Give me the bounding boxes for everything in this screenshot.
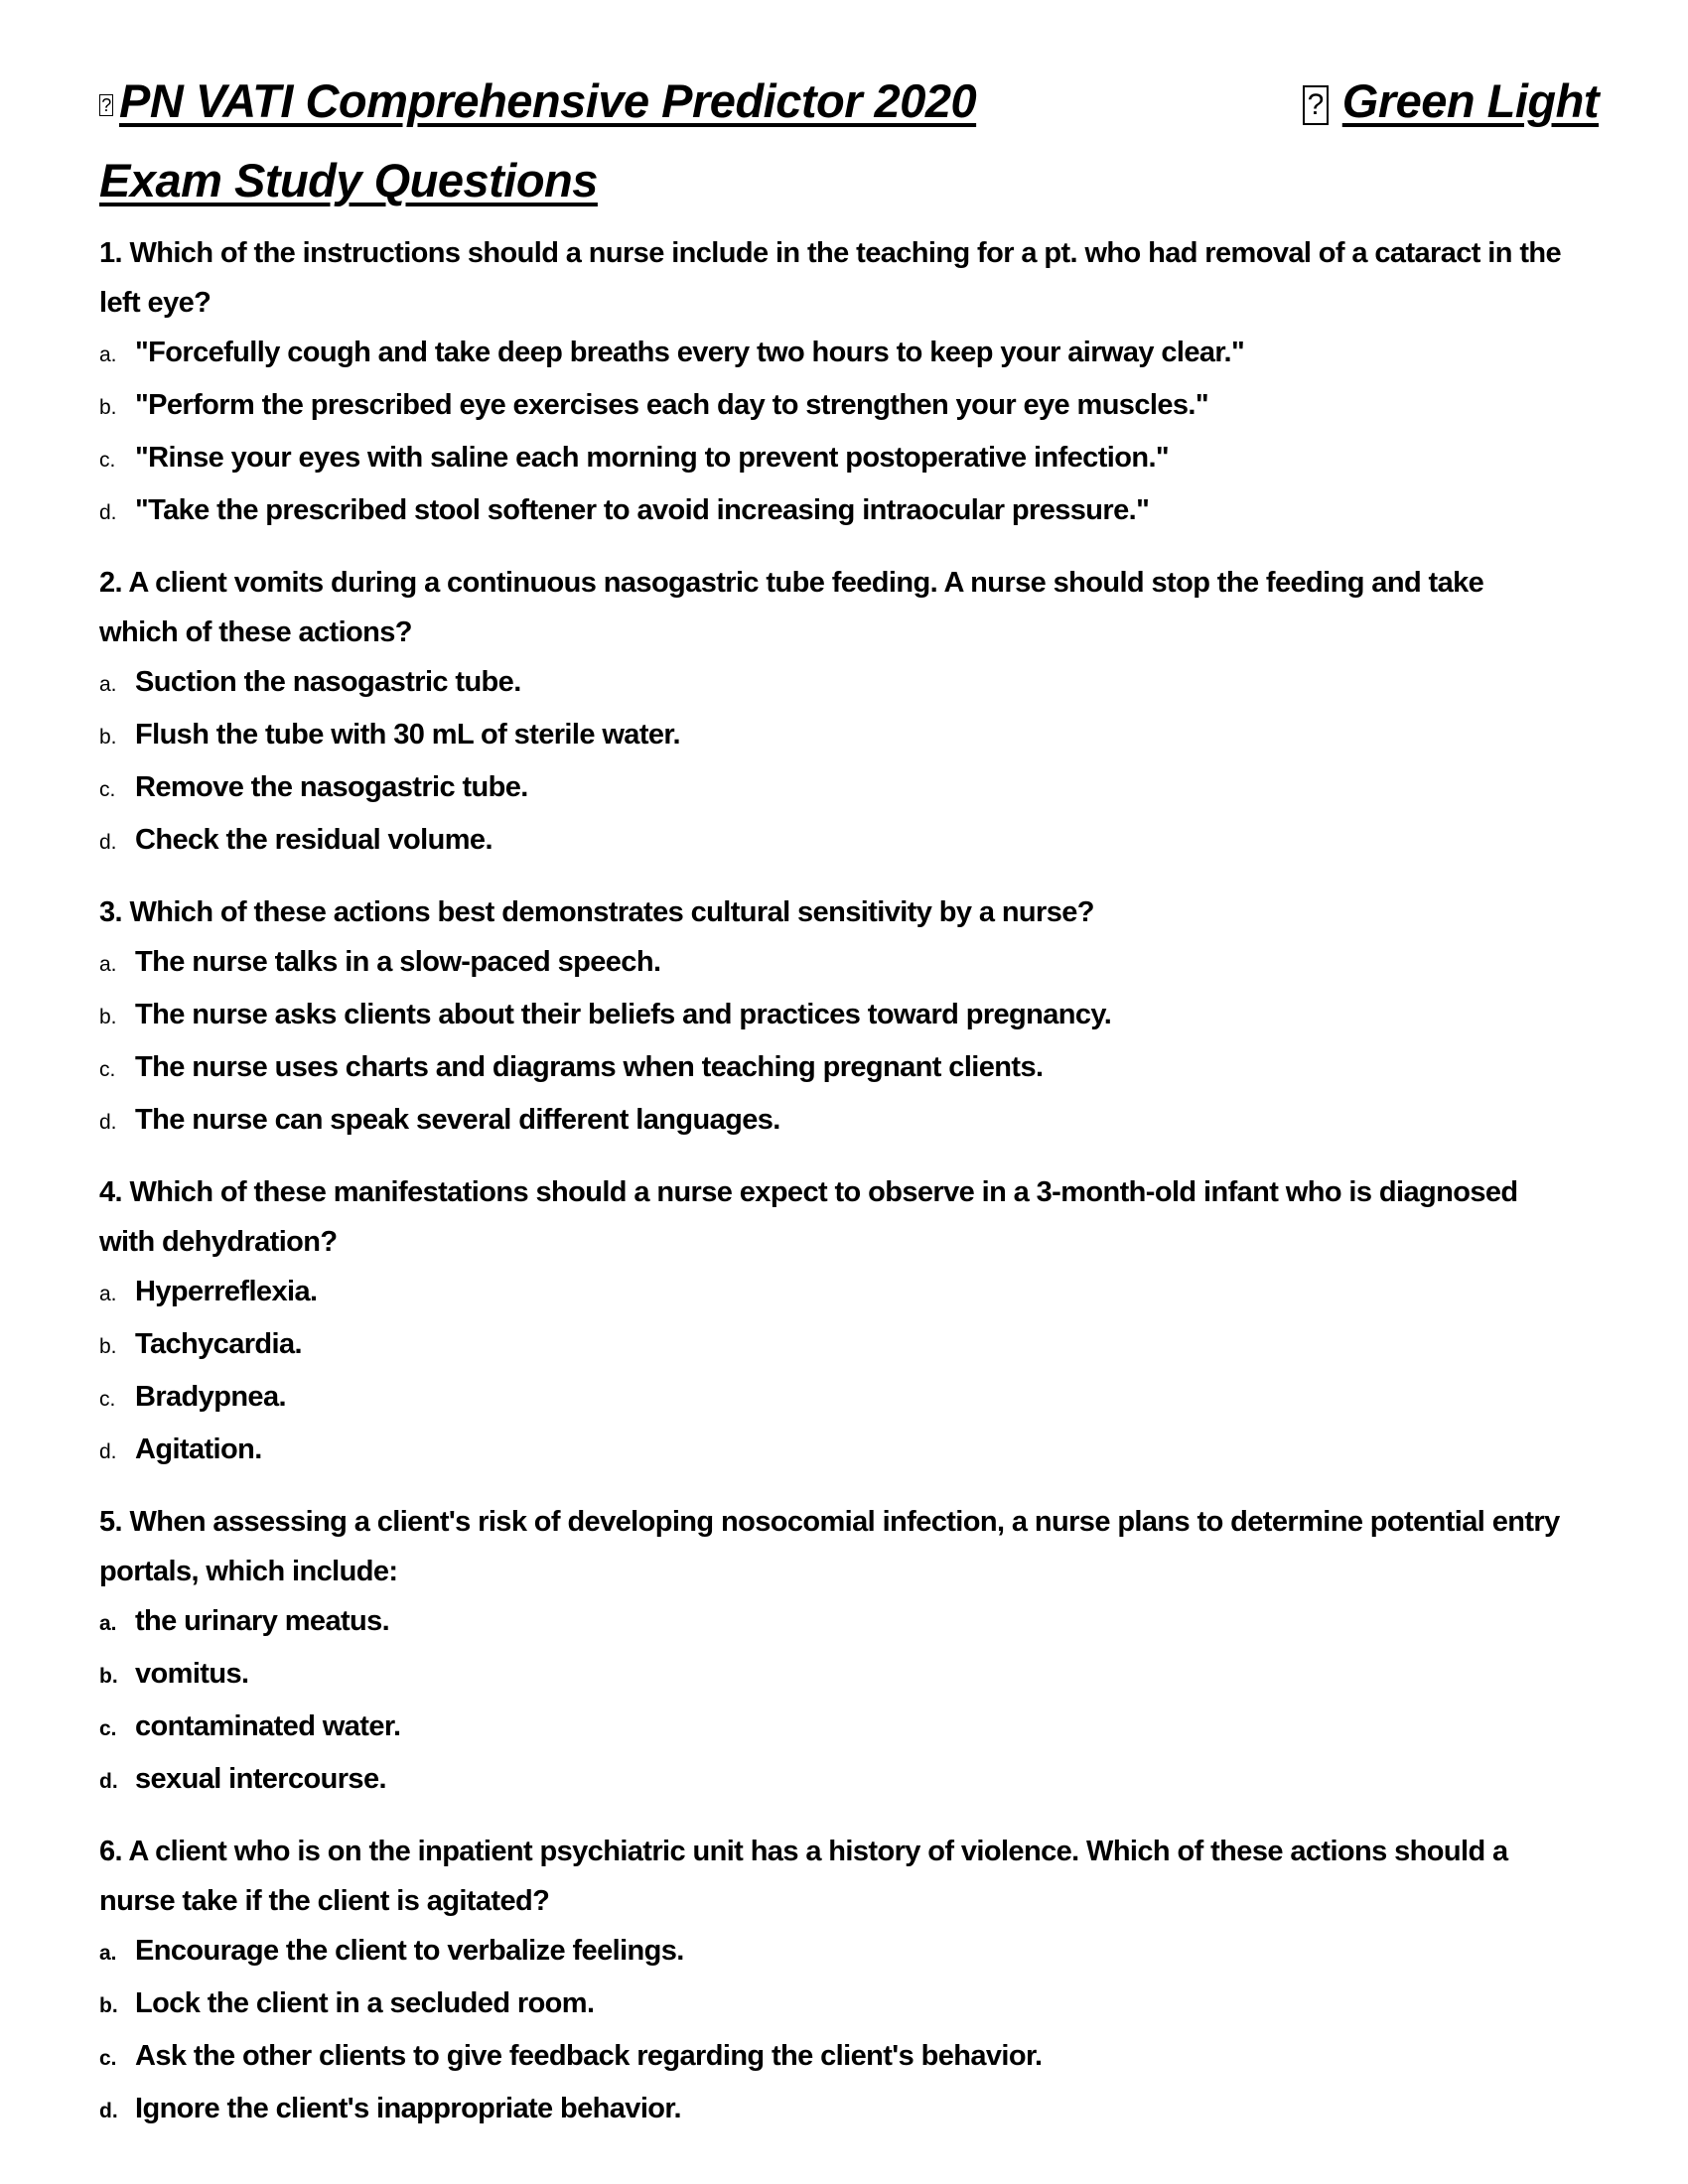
question-4 [99, 1167, 1599, 1477]
question-5 [99, 1497, 1599, 1807]
option-letter: b. [99, 1335, 117, 1358]
option-letter: a. [99, 343, 117, 366]
question-text: 5. When assessing a client's risk of developing nosocomial infection, a nurse plans to determine potential entry portals, which include: [99, 1506, 1560, 1587]
option-text: Flush the tube with 30 mL of sterile water. [135, 719, 680, 751]
answer-option [99, 2031, 1599, 2084]
question-text: 2. A client vomits during a continuous nasogastric tube feeding. A nurse should stop the feeding and take which of these actions? [99, 567, 1484, 648]
option-text: Suction the nasogastric tube. [135, 666, 521, 698]
option-letter: c. [99, 1388, 116, 1411]
answer-option [99, 1319, 1599, 1372]
option-letter: b. [99, 1994, 118, 2017]
missing-glyph-icon: ? [99, 94, 113, 116]
answer-option [99, 328, 1599, 380]
option-text: Tachycardia. [135, 1328, 302, 1360]
option-text: Ask the other clients to give feedback regarding the client's behavior. [135, 2040, 1043, 2072]
question-3 [99, 887, 1599, 1148]
answer-option [99, 710, 1599, 762]
title-line-1 [99, 62, 1599, 141]
option-letter: b. [99, 396, 117, 419]
answer-option [99, 815, 1599, 868]
answer-option [99, 1042, 1599, 1095]
option-text: "Perform the prescribed eye exercises each day to strengthen your eye muscles." [135, 389, 1208, 421]
answer-option [99, 990, 1599, 1042]
option-text: vomitus. [135, 1658, 249, 1690]
option-letter: d. [99, 2100, 118, 2122]
answer-option [99, 937, 1599, 990]
option-letter: b. [99, 726, 117, 749]
option-letter: c. [99, 1058, 116, 1081]
question-text: 4. Which of these manifestations should a nurse expect to observe in a 3-month-old infant who is diagnosed with dehydration? [99, 1176, 1518, 1258]
option-text: the urinary meatus. [135, 1605, 390, 1637]
option-text: The nurse talks in a slow-paced speech. [135, 946, 661, 978]
option-text: Bradypnea. [135, 1381, 286, 1413]
question-2 [99, 558, 1599, 868]
option-letter: c. [99, 449, 116, 472]
option-text: Ignore the client's inappropriate behavior. [135, 2093, 681, 2124]
document-title [99, 62, 1599, 220]
option-letter: d. [99, 831, 117, 854]
question-list [99, 228, 1599, 2136]
option-letter: c. [99, 1717, 117, 1740]
option-text: "Forcefully cough and take deep breaths every two hours to keep your airway clear." [135, 337, 1245, 368]
option-letter: b. [99, 1665, 118, 1688]
answer-option [99, 1754, 1599, 1807]
option-letter: d. [99, 1770, 118, 1793]
option-text: Agitation. [135, 1433, 262, 1465]
option-text: Check the residual volume. [135, 824, 492, 856]
title-left [99, 62, 976, 141]
answer-option [99, 1267, 1599, 1319]
answer-option [99, 1926, 1599, 1979]
answer-option [99, 1425, 1599, 1477]
option-text: Lock the client in a secluded room. [135, 1987, 595, 2019]
option-letter: d. [99, 501, 117, 524]
option-letter: a. [99, 1942, 117, 1965]
option-letter: a. [99, 673, 117, 696]
option-letter: a. [99, 1612, 117, 1635]
option-text: Hyperreflexia. [135, 1276, 318, 1307]
answer-option [99, 485, 1599, 538]
answer-option [99, 1649, 1599, 1702]
answer-option [99, 1596, 1599, 1649]
option-text: contaminated water. [135, 1710, 401, 1742]
question-text: 3. Which of these actions best demonstrates cultural sensitivity by a nurse? [99, 896, 1094, 928]
answer-option [99, 2084, 1599, 2136]
title-text-left: PN VATI Comprehensive Predictor 2020 [119, 74, 977, 127]
option-letter: b. [99, 1006, 117, 1028]
document-page [99, 62, 1599, 2136]
option-text: Encourage the client to verbalize feelings. [135, 1935, 684, 1967]
option-text: "Take the prescribed stool softener to avoid increasing intraocular pressure." [135, 494, 1150, 526]
question-text: 6. A client who is on the inpatient psychiatric unit has a history of violence. Which of these actions should a nurse take if the client is agitated? [99, 1836, 1508, 1917]
answer-option [99, 1702, 1599, 1754]
option-text: Remove the nasogastric tube. [135, 771, 528, 803]
answer-option [99, 1095, 1599, 1148]
answer-option [99, 380, 1599, 433]
option-letter: a. [99, 1283, 117, 1305]
title-right [1303, 62, 1599, 141]
missing-glyph-icon: ? [1303, 85, 1329, 125]
answer-option [99, 762, 1599, 815]
answer-option [99, 433, 1599, 485]
answer-option [99, 1372, 1599, 1425]
option-letter: d. [99, 1111, 117, 1134]
title-text-right: Green Light [1341, 74, 1599, 127]
option-text: sexual intercourse. [135, 1763, 386, 1795]
option-text: "Rinse your eyes with saline each morning to prevent postoperative infection." [135, 442, 1170, 474]
title-line-2: Exam Study Questions [99, 154, 598, 206]
option-letter: c. [99, 778, 116, 801]
option-letter: a. [99, 953, 117, 976]
option-text: The nurse can speak several different languages. [135, 1104, 780, 1136]
option-letter: c. [99, 2047, 117, 2070]
option-text: The nurse asks clients about their beliefs and practices toward pregnancy. [135, 999, 1112, 1030]
option-letter: d. [99, 1440, 117, 1463]
answer-option [99, 1979, 1599, 2031]
question-6 [99, 1827, 1599, 2136]
question-1 [99, 228, 1599, 538]
answer-option [99, 657, 1599, 710]
question-text: 1. Which of the instructions should a nurse include in the teaching for a pt. who had removal of a cataract in the left eye? [99, 237, 1562, 319]
option-text: The nurse uses charts and diagrams when teaching pregnant clients. [135, 1051, 1044, 1083]
